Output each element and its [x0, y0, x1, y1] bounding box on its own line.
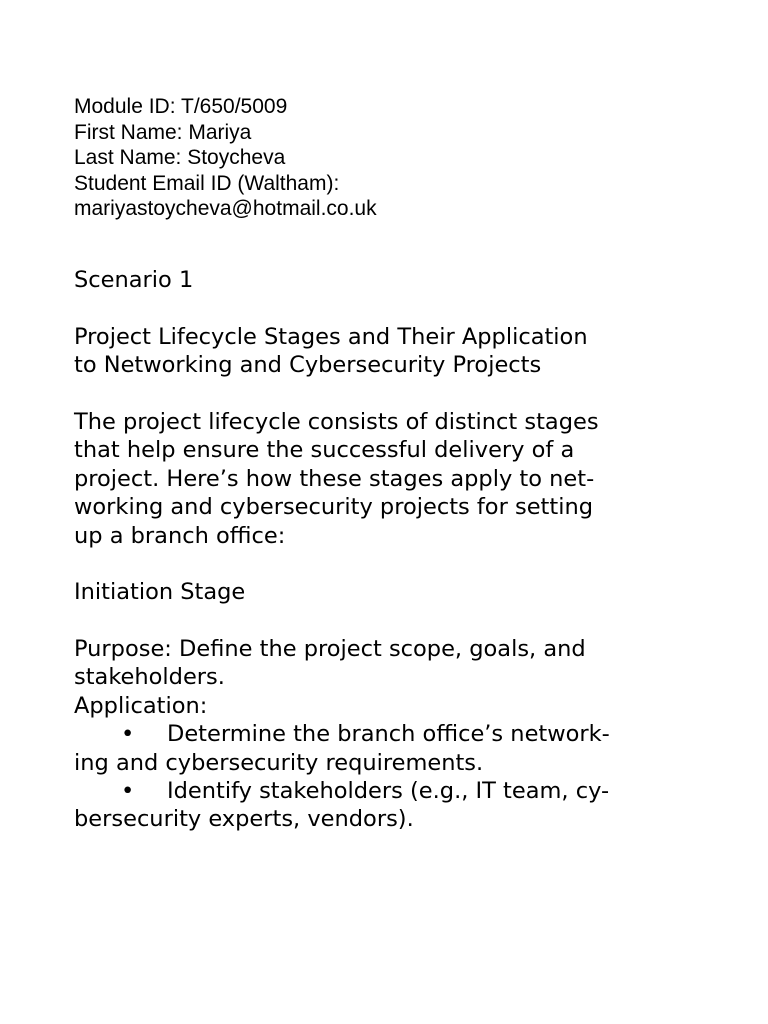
scenario-title [74, 266, 694, 294]
module-id: Module ID: T/650/5009 [74, 95, 288, 118]
bullet-text: Identify stakeholders (e.g., IT team, cy- [167, 778, 610, 805]
purpose-line: stakeholders. [74, 664, 225, 691]
first-name: First Name: Mariya [74, 120, 252, 144]
paragraph-line: that help ensure the successful delivery of a [74, 437, 575, 464]
section-title-line: Project Lifecycle Stages and Their Application [74, 324, 588, 350]
bullet-continuation: bersecurity experts, vendors). [74, 806, 414, 833]
student-info-block [74, 94, 377, 222]
last-name: Last Name: Stoycheva [74, 146, 286, 169]
bullet-icon: • [121, 721, 135, 748]
section-title [74, 323, 694, 380]
paragraph-line: up a branch office: [74, 522, 286, 549]
stage-heading-text: Initiation Stage [74, 579, 246, 605]
bullet-item [74, 720, 694, 748]
paragraph-line: The project lifecycle consists of distinct stages [74, 409, 599, 435]
bullet-text: Determine the branch office’s network- [167, 721, 610, 748]
email-label: Student Email ID (Waltham): [74, 171, 340, 195]
bullet-item [74, 777, 694, 805]
scenario-title-text: Scenario 1 [74, 267, 194, 293]
application-label: Application: [74, 692, 208, 719]
paragraph-line: working and cybersecurity projects for setting [74, 494, 593, 521]
purpose-application-block [74, 635, 694, 834]
bullet-icon: • [121, 778, 135, 805]
stage-heading [74, 578, 694, 606]
intro-paragraph [74, 408, 694, 550]
section-title-line: to Networking and Cybersecurity Projects [74, 352, 542, 379]
purpose-line: Purpose: Define the project scope, goals, and [74, 636, 586, 662]
paragraph-line: project. Here’s how these stages apply to net- [74, 465, 595, 492]
bullet-continuation: ing and cybersecurity requirements. [74, 749, 484, 776]
email-value: mariyastoycheva@hotmail.co.uk [74, 197, 377, 220]
